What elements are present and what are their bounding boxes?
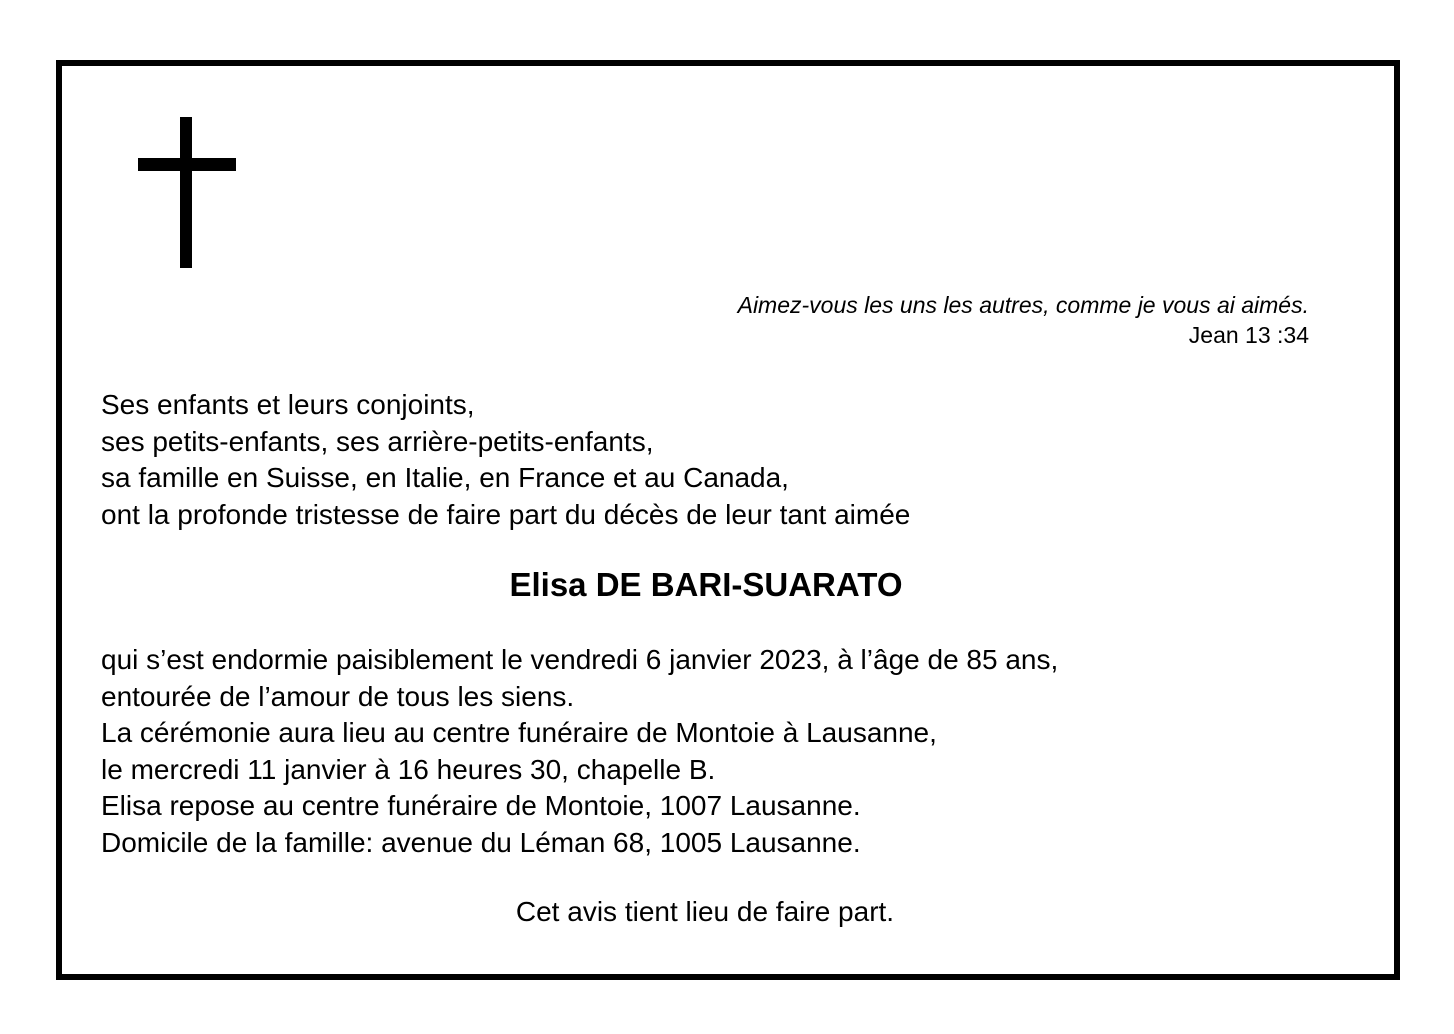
detail-line: Domicile de la famille: avenue du Léman 68, 1005 Lausanne.	[101, 826, 861, 858]
cross-vertical-bar	[180, 117, 192, 268]
intro-line: ses petits-enfants, ses arrière-petits-enfants,	[101, 425, 654, 457]
ceremony-details	[101, 642, 1058, 862]
verse-quote: Aimez-vous les uns les autres, comme je vous ai aimés.	[737, 292, 1309, 318]
detail-line: qui s’est endormie paisiblement le vendredi 6 janvier 2023, à l’âge de 85 ans,	[101, 644, 1059, 675]
closing-note: Cet avis tient lieu de faire part.	[515, 896, 895, 927]
detail-line: entourée de l’amour de tous les siens.	[101, 680, 575, 712]
detail-line: Elisa repose au centre funéraire de Montoie, 1007 Lausanne.	[101, 790, 861, 822]
detail-line: La cérémonie aura lieu au centre funéraire de Montoie à Lausanne,	[101, 717, 937, 749]
deceased-name: Elisa DE BARI-SUARATO	[509, 566, 903, 603]
cross-horizontal-bar	[138, 158, 236, 171]
detail-line: le mercredi 11 janvier à 16 heures 30, chapelle B.	[101, 753, 716, 785]
intro-line: ont la profonde tristesse de faire part du décès de leur tant aimée	[101, 498, 911, 530]
family-announcement	[101, 387, 910, 533]
bible-verse	[738, 290, 1309, 350]
intro-line: Ses enfants et leurs conjoints,	[101, 389, 475, 420]
verse-reference: Jean 13 :34	[1188, 322, 1309, 348]
intro-line: sa famille en Suisse, en Italie, en France et au Canada,	[101, 462, 789, 493]
